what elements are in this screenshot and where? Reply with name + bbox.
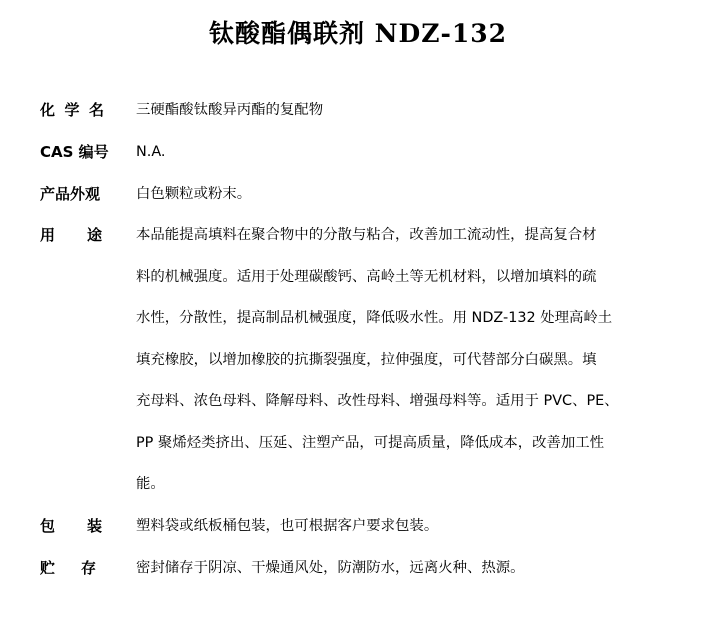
field-label-appearance: 产品外观 — [40, 185, 101, 203]
field-label-usage — [40, 223, 102, 247]
field-label-cas: CAS 编号 — [40, 143, 109, 161]
label-char: 途 — [86, 226, 102, 244]
label-char: 用 — [40, 226, 56, 244]
usage-line: 填充橡胶，以增加橡胶的抗撕裂强度，拉伸强度，可代替部分白碳黑。填 — [136, 351, 597, 368]
field-value-storage: 密封储存于阴凉、干燥通风处，防潮防水，远离火种、热源。 — [136, 560, 525, 576]
usage-line: 能。 — [136, 476, 165, 492]
label-char: 学 — [64, 101, 80, 119]
label-char: 装 — [86, 517, 102, 535]
field-value-usage — [136, 223, 664, 514]
usage-line: 料的机械强度。适用于处理碳酸钙、高岭土等无机材料，以增加填料的疏 — [136, 268, 597, 285]
field-label-chemical-name — [40, 98, 104, 122]
label-char: 贮 — [40, 559, 56, 577]
usage-line: PP 聚烯烃类挤出、压延、注塑产品，可提高质量，降低成本，改善加工性 — [136, 434, 605, 451]
usage-line: 充母料、浓色母料、降解母料、改性母料、增强母料等。适用于 PVC、PE、 — [136, 393, 619, 409]
field-label-packaging — [40, 514, 102, 538]
label-char: 存 — [80, 559, 96, 577]
document-title: 钛酸酯偶联剂 NDZ-132 — [208, 19, 508, 48]
field-value-packaging: 塑料袋或纸板桶包装，也可根据客户要求包装。 — [136, 518, 439, 534]
usage-line: 水性，分散性，提高制品机械强度，降低吸水性。用 NDZ-132 处理高岭土 — [136, 310, 613, 326]
field-value-cas: N.A. — [136, 144, 166, 160]
field-label-storage — [40, 556, 96, 580]
field-value-appearance: 白色颗粒或粉末。 — [136, 186, 252, 202]
usage-line: 本品能提高填料在聚合物中的分散与粘合，改善加工流动性，提高复合材 — [136, 227, 597, 243]
label-char: 包 — [40, 517, 56, 535]
field-value-chemical-name: 三硬酯酸钛酸异丙酯的复配物 — [136, 102, 324, 118]
label-char: 化 — [40, 101, 56, 119]
label-char: 名 — [88, 101, 104, 119]
